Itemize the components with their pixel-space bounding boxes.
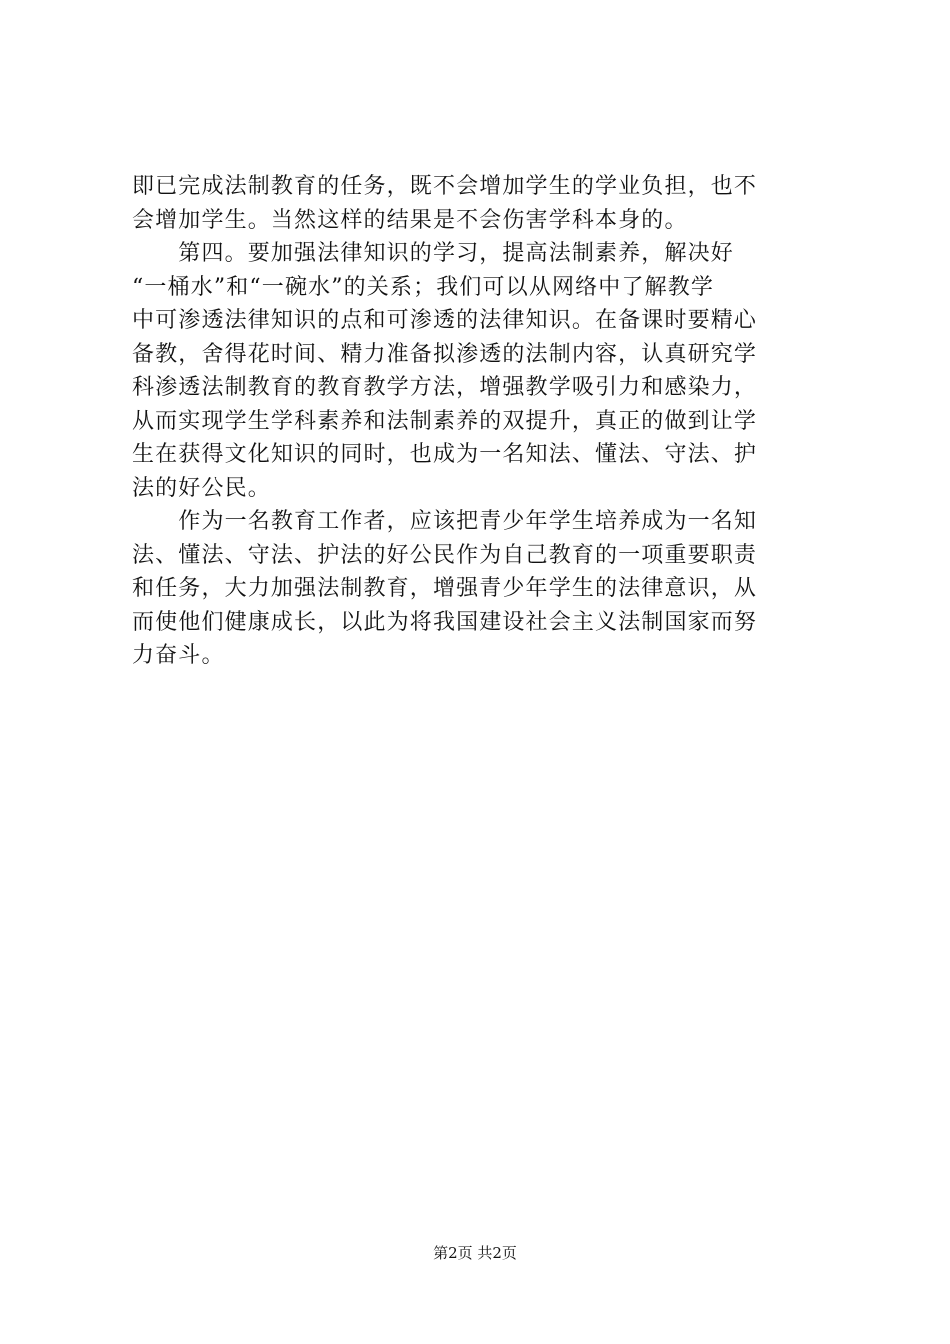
text-line: 而使他们健康成长，以此为将我国建设社会主义法制国家而努	[132, 609, 758, 635]
text-line: 科渗透法制教育的教育教学方法，增强教学吸引力和感染力，	[132, 375, 758, 400]
page-footer: 第2页 共2页	[433, 1244, 517, 1262]
paragraph	[132, 505, 822, 673]
text-line: 会增加学生。当然这样的结果是不会伤害学科本身的。	[132, 207, 688, 233]
text-line: “一桶水”和“一碗水”的关系；我们可以从网络中了解教学	[132, 274, 715, 300]
text-line: 从而实现学生学科素养和法制素养的双提升，真正的做到让学	[132, 408, 758, 434]
text-line: 和任务，大力加强法制教育，增强青少年学生的法律意识，从	[132, 576, 758, 601]
text-line: 法的好公民。	[132, 475, 271, 501]
text-line: 生在获得文化知识的同时，也成为一名知法、懂法、守法、护	[132, 442, 758, 467]
paragraph	[132, 237, 822, 505]
text-line: 即已完成法制教育的任务，既不会增加学生的学业负担，也不	[132, 174, 758, 199]
text-line: 第四。要加强法律知识的学习，提高法制素养，解决好	[132, 241, 734, 266]
text-line: 法、懂法、守法、护法的好公民作为自己教育的一项重要职责	[132, 542, 758, 568]
text-line: 作为一名教育工作者，应该把青少年学生培养成为一名知	[132, 509, 758, 534]
document-body	[132, 170, 822, 673]
text-line: 中可渗透法律知识的点和可渗透的法律知识。在备课时要精心	[132, 308, 758, 333]
text-line: 力奋斗。	[132, 643, 225, 668]
text-line: 备教，舍得花时间、精力准备拟渗透的法制内容，认真研究学	[132, 341, 758, 367]
paragraph	[132, 170, 822, 237]
